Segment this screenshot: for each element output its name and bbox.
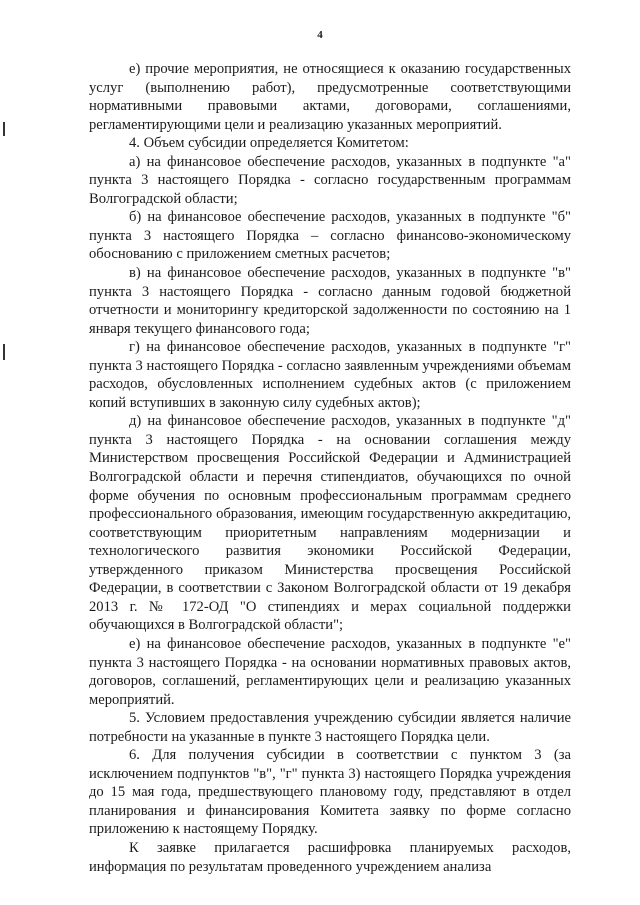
paragraph-4a: а) на финансовое обеспечение расходов, указанных в подпункте "а" пункта 3 настоящего Порядка - согласно государственным программам Волгоградской области;: [89, 153, 571, 207]
page-number: 4: [317, 29, 323, 41]
paragraph-e-other-activities: е) прочие мероприятия, не относящиеся к оказанию государственных услуг (выполнению работ), предусмотренные соответствующими нормативными правовыми актами, договорами, соглашениями, регламентирующими цели и реализацию указанных мероприятий.: [89, 61, 571, 133]
paragraph-4b: б) на финансовое обеспечение расходов, указанных в подпункте "б" пункта 3 настоящего Порядка – согласно финансово-экономическому обоснованию с приложением сметных расчетов;: [89, 209, 571, 263]
paragraph-4e: е) на финансовое обеспечение расходов, указанных в подпункте "е" пункта 3 настоящего Порядка - на основании нормативных правовых актов, договоров, соглашений, регламентирующих цели и реализацию указанных мероприятий.: [89, 635, 571, 708]
paragraph-4v: в) на финансовое обеспечение расходов, указанных в подпункте "в" пункта 3 настоящего Порядка - согласно данным годовой бюджетной отчетности и мониторингу кредиторской задолженности по состоянию на 1 января текущего финансового года;: [89, 265, 571, 337]
paragraph-6-application: 6. Для получения субсидии в соответствии с пунктом 3 (за исключением подпунктов "в", "г" пункта 3) настоящего Порядка учреждения до 15 мая года, предшествующего плановому году, представляют в отдел планирования и финансирования Комитета заявку по форме согласно приложению к настоящему Порядку.: [89, 747, 571, 838]
paragraph-5-condition: 5. Условием предоставления учреждению субсидии является наличие потребности на указанные в пункте 3 настоящего Порядка цели.: [89, 710, 571, 745]
paragraph-4d: д) на финансовое обеспечение расходов, указанных в подпункте "д" пункта 3 настоящего Порядка - на основании соглашения между Министерством просвещения Российской Федерации и Администрацией Волгоградской области и перечня стипендиатов, обучающихся по очной форме обучения по основным профессиональным программам среднего профессионального образования, имеющим государственную аккредитацию, соответствующим приоритетным направлениям модернизации и технологического развития экономики Российской Федерации, утвержденного приказом Министерства просвещения Российской Федерации, в соответствии с Законом Волгоградской области от 19 декабря 2013 г. № 172-ОД "О стипендиях и мерах социальной поддержки обучающихся в Волгоградской области";: [89, 413, 571, 634]
scan-artifact-mark: [3, 122, 5, 136]
document-body: [89, 60, 571, 876]
paragraph-attachment: К заявке прилагается расшифровка планируемых расходов, информация по результатам проведенного учреждением анализа: [89, 839, 571, 875]
paragraph-4-subsidy-volume: 4. Объем субсидии определяется Комитетом:: [129, 135, 409, 152]
scan-artifact-mark: [3, 344, 5, 360]
paragraph-4g: г) на финансовое обеспечение расходов, указанных в подпункте "г" пункта 3 настоящего Порядка - согласно заявленным учреждениями объемам расходов, обусловленных исполнением судебных актов (с приложением копий вступивших в законную силу судебных актов);: [89, 339, 571, 411]
